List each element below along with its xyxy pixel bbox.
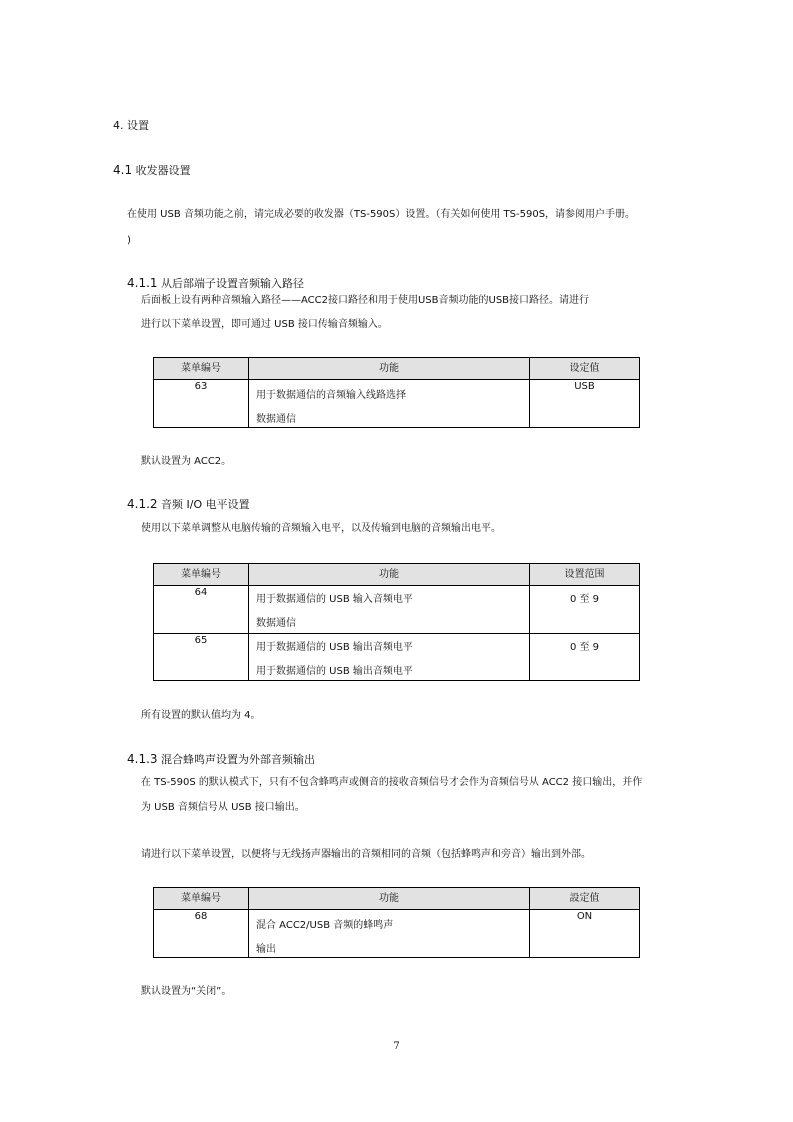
page-number: 7 — [393, 1041, 400, 1052]
paragraph: 请进行以下菜单设置，以便将与无线扬声器输出的音频相同的音频（包括蜂鸣声和旁音）输出到外部。 — [141, 849, 591, 860]
function-cell: 用于数据通信的音频输入线路选择 数据通信 — [249, 380, 530, 428]
menu-table-64-65 — [153, 563, 640, 681]
note: 所有设置的默认值均为 4。 — [141, 710, 261, 721]
section-4-1-3-heading — [127, 752, 315, 767]
table-row — [154, 380, 640, 428]
header-range: 设置范围 — [530, 564, 640, 586]
note: 默认设置为“关闭”。 — [141, 986, 232, 997]
section-4-1-1-heading — [127, 276, 304, 291]
section-number: 4. — [113, 119, 124, 132]
setting-cell: ON — [530, 910, 640, 958]
header-setting: 設定值 — [530, 888, 640, 910]
header-setting: 设定值 — [530, 358, 640, 380]
table-row — [154, 634, 640, 681]
header-menu-number: 菜单编号 — [154, 888, 249, 910]
header-function: 功能 — [249, 358, 530, 380]
paragraph: 在使用 USB 音频功能之前，请完成必要的收发器（TS-590S）设置。（有关如何使用 TS-590S，请参阅用户手册。 — [127, 209, 636, 220]
section-number: 4.1.1 — [127, 276, 158, 290]
note: 默认设置为 ACC2。 — [141, 456, 232, 467]
header-menu-number: 菜单编号 — [154, 564, 249, 586]
paragraph: 进行以下菜单设置，即可通过 USB 接口传输音频输入。 — [141, 319, 388, 330]
section-title: 混合蜂鸣声设置为外部音频输出 — [161, 753, 316, 766]
header-menu-number: 菜单编号 — [154, 358, 249, 380]
menu-number-cell: 65 — [154, 634, 249, 681]
table-row — [154, 910, 640, 958]
section-4-1-2-heading — [127, 497, 250, 512]
section-title: 设置 — [127, 119, 149, 132]
menu-number-cell: 63 — [154, 380, 249, 428]
section-title: 收发器设置 — [135, 164, 191, 177]
paragraph: 为 USB 音频信号从 USB 接口输出。 — [141, 802, 305, 813]
header-function: 功能 — [249, 888, 530, 910]
section-number: 4.1.3 — [127, 752, 158, 766]
paragraph: 在 TS-590S 的默认模式下，只有不包含蜂鸣声或侧音的接收音频信号才会作为音频信号从 ACC2 接口输出，并作 — [141, 777, 643, 788]
range-cell: 0 至 9 — [530, 634, 640, 681]
section-4-1-heading — [113, 163, 191, 178]
section-number: 4.1.2 — [127, 497, 158, 511]
section-title: 从后部端子设置音频输入路径 — [161, 277, 305, 290]
function-cell: 混合 ACC2/USB 音频的蜂鸣声 输出 — [249, 910, 530, 958]
table-row — [154, 586, 640, 634]
section-title: 音频 I/O 电平设置 — [161, 498, 250, 511]
paragraph: 使用以下菜单调整从电脑传输的音频输入电平，以及传输到电脑的音频输出电平。 — [141, 523, 501, 534]
menu-number-cell: 68 — [154, 910, 249, 958]
section-number: 4.1 — [113, 163, 133, 177]
setting-cell: USB — [530, 380, 640, 428]
range-cell: 0 至 9 — [530, 586, 640, 634]
paragraph: ) — [127, 235, 131, 246]
paragraph: 后面板上设有两种音频输入路径——ACC2接口路径和用于使用USB音频功能的USB接口路径。请进行 — [141, 295, 590, 306]
header-function: 功能 — [249, 564, 530, 586]
menu-table-63 — [153, 357, 640, 428]
menu-table-68 — [153, 887, 640, 958]
function-cell: 用于数据通信的 USB 输入音频电平 数据通信 — [249, 586, 530, 634]
section-4-heading — [113, 119, 149, 133]
function-cell: 用于数据通信的 USB 输出音频电平 用于数据通信的 USB 输出音频电平 — [249, 634, 530, 681]
menu-number-cell: 64 — [154, 586, 249, 634]
